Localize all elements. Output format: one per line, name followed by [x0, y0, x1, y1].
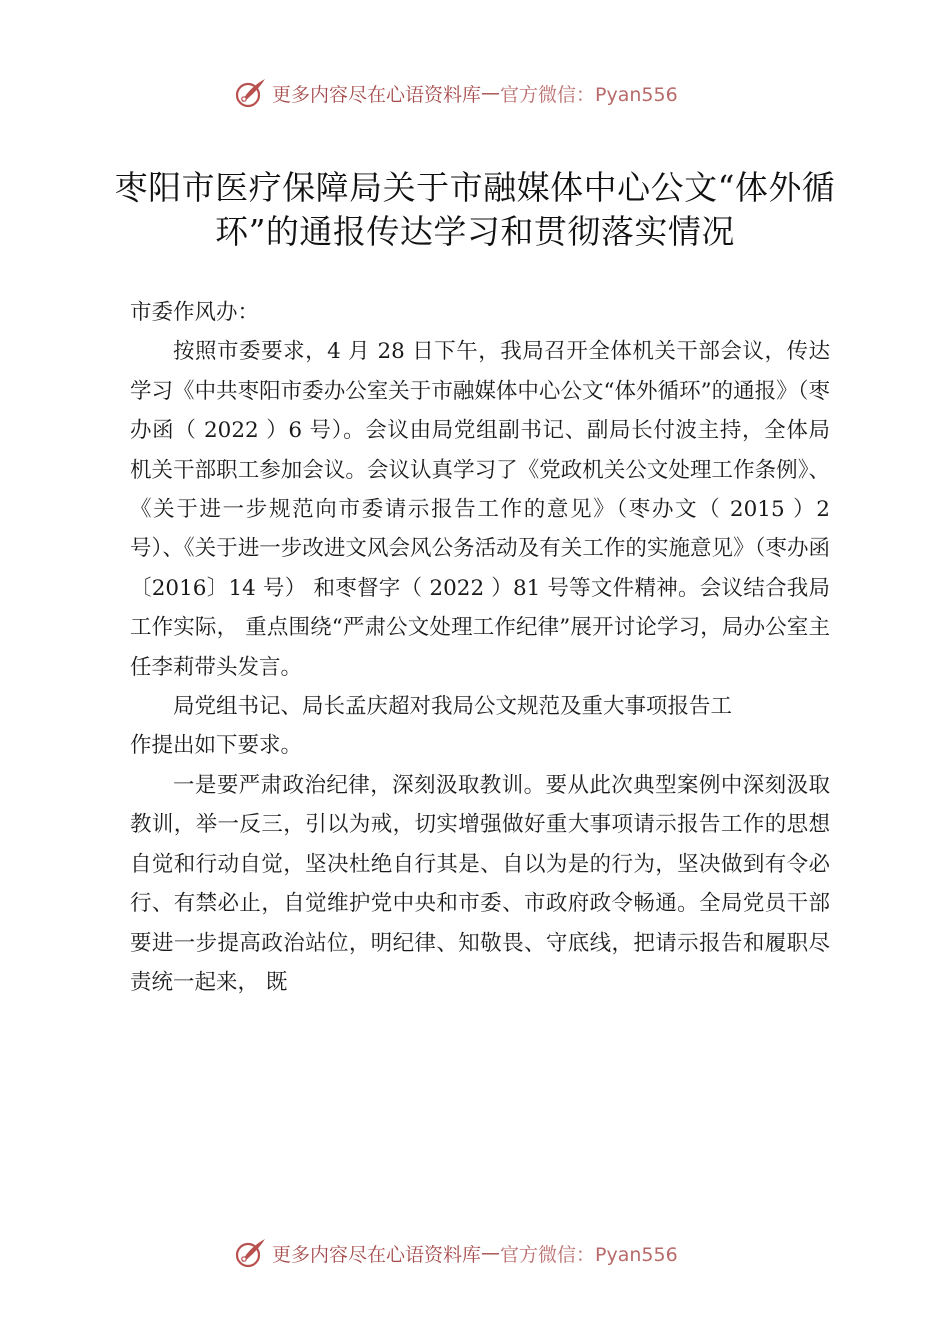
- document-title: 枣阳市医疗保障局关于市融媒体中心公文“体外循环”的通报传达学习和贯彻落实情况: [114, 168, 836, 251]
- banner-separator: —: [481, 1242, 501, 1264]
- quill-logo-icon: [232, 1235, 268, 1271]
- paragraph-2-continued: 作提出如下要求。: [130, 733, 303, 759]
- banner-text: 更多内容尽在心语资料库: [272, 1243, 482, 1266]
- banner-text: 更多内容尽在心语资料库: [272, 83, 482, 106]
- footer-banner: [232, 1235, 678, 1271]
- quill-logo-icon: [232, 75, 268, 111]
- banner-separator: —: [481, 82, 501, 104]
- paragraph-3: 一是要严肃政治纪律，深刻汲取教训。要从此次典型案例中深刻汲取教训，举一反三，引以为戒，切实增强做好重大事项请示报告工作的思想自觉和行动自觉，坚决杜绝自行其是、自以为是的行为，坚决做到有令必行、有禁必止，自觉维护党中央和市委、市政府政令畅通。全局党员干部要进一步提高政治站位，明纪律、知敬畏、守底线，把请示报告和履职尽责统一起来， 既: [130, 772, 830, 995]
- header-banner: [232, 75, 678, 111]
- banner-wechat: 官方微信：Pyan556: [500, 83, 678, 106]
- paragraph-1: 按照市委要求，4 月 28 日下午，我局召开全体机关干部会议，传达学习《中共枣阳市委办公室关于市融媒体中心公文“体外循环”的通报》（枣办函（ 2022 ）6 号）。会议由局党组副书记、副局长付波主持，全体局机关干部职工参加会议。会议认真学习了《党政机关公文处理工作条例》、《关于进一步规范向市委请示报告工作的意见》（枣办文（ 2015 ）2 号）、《关于进一步改进文风会风公务活动及有关工作的实施意见》（枣办函〔2016〕14 号） 和枣督字（ 2022 ）81 号等文件精神。会议结合我局工作实际， 重点围绕“严肃公文处理工作纪律”展开讨论学习，局办公室主任李莉带头发言。: [130, 339, 830, 680]
- document-body: [130, 293, 830, 1002]
- banner-wechat: 官方微信：Pyan556: [500, 1243, 678, 1266]
- paragraph-2: 局党组书记、局长孟庆超对我局公文规范及重大事项报告工: [173, 694, 733, 720]
- salutation: 市委作风办：: [130, 300, 260, 325]
